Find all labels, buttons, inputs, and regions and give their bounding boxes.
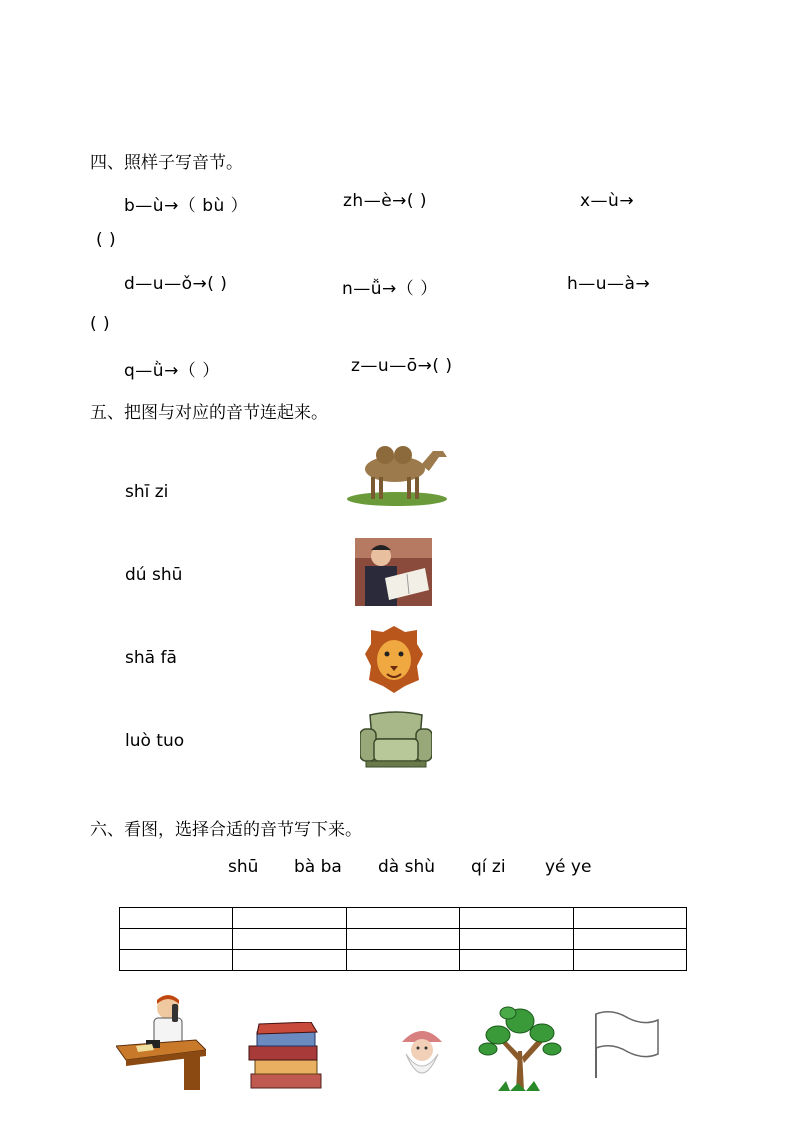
answer-grid — [119, 907, 687, 971]
exercise-h-u-a: h—u—à→ — [567, 274, 651, 294]
books-image — [245, 1022, 327, 1092]
exercise-b-u: b—ù→（ bù ） — [124, 196, 249, 216]
section4-heading: 四、照样子写音节。 — [90, 153, 243, 173]
word-shu: shū — [228, 857, 259, 877]
answer-cell[interactable] — [233, 929, 346, 950]
word-qi-zi: qí zi — [471, 857, 506, 877]
lion-image — [365, 626, 423, 693]
grandpa-image — [396, 1026, 448, 1088]
answer-cell[interactable] — [233, 908, 346, 929]
exercise-z-u-o: z—u—ō→( ) — [351, 356, 453, 376]
answer-cell[interactable] — [233, 950, 346, 971]
label-luo-tuo: luò tuo — [125, 731, 185, 751]
word-ba-ba: bà ba — [294, 857, 342, 877]
answer-cell[interactable] — [573, 908, 686, 929]
label-du-shu: dú shū — [125, 565, 183, 585]
exercise-d-u-o: d—u—ǒ→( ) — [124, 274, 228, 294]
exercise-x-u: x—ù→ — [580, 191, 635, 211]
answer-cell[interactable] — [346, 950, 459, 971]
grid-row — [120, 950, 687, 971]
man-on-phone-image — [116, 994, 206, 1092]
section6-heading: 六、看图，选择合适的音节写下来。 — [90, 820, 362, 840]
label-sha-fa: shā fā — [125, 648, 177, 668]
word-ye-ye: yé ye — [545, 857, 592, 877]
label-shi-zi: shī zi — [125, 482, 169, 502]
exercise-zh-e: zh—è→( ) — [343, 191, 428, 211]
word-da-shu: dà shù — [378, 857, 436, 877]
tree-image — [478, 1001, 562, 1093]
exercise-n-v: n—ǚ→（ ） — [342, 279, 438, 299]
section5-heading: 五、把图与对应的音节连起来。 — [90, 403, 328, 423]
answer-cell[interactable] — [346, 929, 459, 950]
answer-cell[interactable] — [460, 908, 573, 929]
answer-cell[interactable] — [573, 950, 686, 971]
grid-row — [120, 929, 687, 950]
answer-cell[interactable] — [120, 950, 233, 971]
answer-cell[interactable] — [460, 929, 573, 950]
flag-image — [590, 1010, 662, 1080]
grid-row — [120, 908, 687, 929]
armchair-image — [360, 711, 432, 769]
exercise-x-u-answer: ( ) — [96, 230, 117, 250]
boy-reading-image — [355, 538, 432, 606]
camel-image — [347, 437, 453, 507]
answer-cell[interactable] — [573, 929, 686, 950]
exercise-q-v: q—ǜ→（ ） — [124, 361, 220, 381]
answer-cell[interactable] — [346, 908, 459, 929]
answer-cell[interactable] — [120, 929, 233, 950]
exercise-h-u-a-answer: ( ) — [90, 314, 111, 334]
answer-cell[interactable] — [120, 908, 233, 929]
answer-cell[interactable] — [460, 950, 573, 971]
